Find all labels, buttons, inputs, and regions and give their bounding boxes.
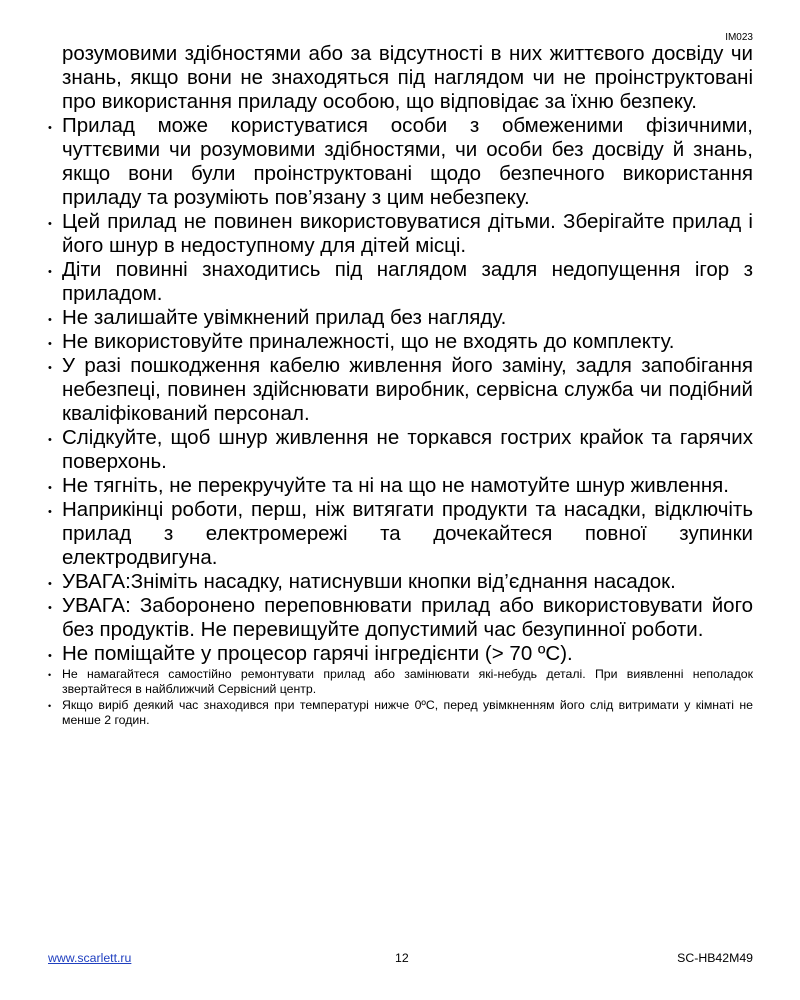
list-item: • УВАГА:Зніміть насадку, натиснувши кнопки від’єднання насадок.	[48, 570, 753, 594]
safety-instructions	[48, 42, 753, 728]
list-item: • Діти повинні знаходитись під наглядом задля недопущення ігор з приладом.	[48, 258, 753, 305]
bullet-icon: •	[48, 578, 52, 590]
model-number: SC-HB42M49	[677, 951, 753, 965]
list-item: • Прилад може користуватися особи з обмеженими фізичними, чуттєвими чи розумовими здібностями, чи особи без досвіду й знань, якщо вони були проінструктовані щодо безпечного використання приладу та розуміють пов’язану з цим небезпеку.	[48, 114, 753, 209]
list-item: • Не поміщайте у процесор гарячі інгредієнти (> 70 ºС).	[48, 642, 753, 666]
website-link[interactable]: www.scarlett.ru	[48, 951, 132, 965]
list-item-small: • Не намагайтеся самостійно ремонтувати прилад або замінювати які-небудь деталі. При виявленні неполадок звертайтеся в найближчий Сервісний центр.	[48, 667, 753, 696]
continuation-paragraph: розумовими здібностями або за відсутності в них життєвого досвіду чи знань, якщо вони не знаходяться під наглядом чи не проінструктовані про використання приладу особою, що відповідає за їхню безпеку.	[62, 42, 753, 113]
bullet-icon: •	[48, 218, 52, 230]
bullet-icon: •	[48, 434, 52, 446]
bullet-icon: •	[48, 482, 52, 494]
list-item: • Слідкуйте, щоб шнур живлення не торкався гострих крайок та гарячих поверхонь.	[48, 426, 753, 473]
bullet-icon: •	[48, 362, 52, 374]
bullet-icon: •	[48, 506, 52, 518]
safety-list	[48, 114, 753, 728]
bullet-icon: •	[48, 670, 52, 680]
bullet-icon: •	[48, 650, 52, 662]
bullet-icon: •	[48, 701, 52, 711]
list-item: • У разі пошкодження кабелю живлення його заміну, задля запобігання небезпеці, повинен здійснювати виробник, сервісна служба чи подібний кваліфікований персонал.	[48, 354, 753, 425]
page-footer	[48, 951, 753, 967]
list-item-warning: • УВАГА: Заборонено переповнювати прилад або використовувати його без продуктів. Не перевищуйте допустимий час безупинної роботи.	[48, 594, 753, 641]
list-item: • Наприкінці роботи, перш, ніж витягати продукти та насадки, відключіть прилад з електромережі та дочекайтеся повної зупинки електродвигуна.	[48, 498, 753, 569]
document-code: IM023	[725, 32, 753, 43]
bullet-icon: •	[48, 266, 52, 278]
bullet-icon: •	[48, 602, 52, 614]
list-item: • Не тягніть, не перекручуйте та ні на що не намотуйте шнур живлення.	[48, 474, 753, 498]
list-item: • Цей прилад не повинен використовуватися дітьми. Зберігайте прилад і його шнур в недоступному для дітей місці.	[48, 210, 753, 257]
bullet-icon: •	[48, 122, 52, 134]
list-item: • Не використовуйте приналежності, що не входять до комплекту.	[48, 330, 753, 354]
list-item-small: • Якщо виріб деякий час знаходився при температурі нижче 0ºC, перед увімкненням його слід витримати у кімнаті не менше 2 годин.	[48, 698, 753, 727]
bullet-icon: •	[48, 338, 52, 350]
bullet-icon: •	[48, 314, 52, 326]
page-number: 12	[395, 951, 409, 965]
list-item: • Не залишайте увімкнений прилад без нагляду.	[48, 306, 753, 330]
